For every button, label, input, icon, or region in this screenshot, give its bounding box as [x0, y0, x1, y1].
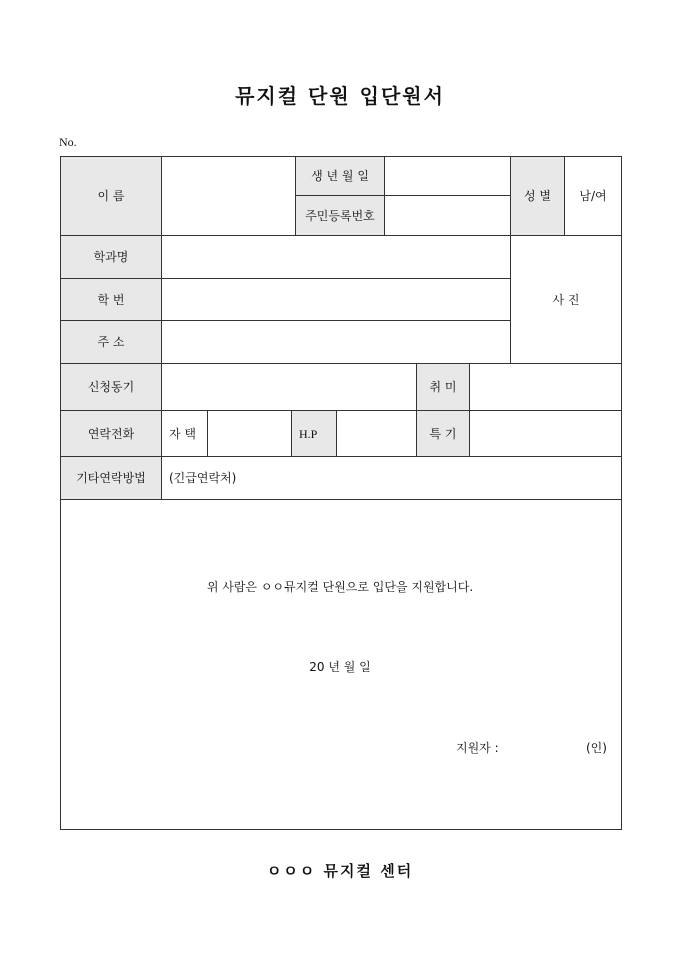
other-contact-label: 기타연락방법: [60, 456, 162, 500]
document-number-label: No.: [59, 135, 77, 149]
motivation-label: 신청동기: [60, 363, 162, 411]
seal-label: (인): [586, 741, 607, 755]
birth-date-label: 생 년 월 일: [295, 156, 385, 196]
other-contact-field[interactable]: (긴급연락처): [161, 456, 622, 500]
mobile-phone-field[interactable]: [336, 410, 417, 457]
document-title: 뮤지컬 단원 입단원서: [235, 84, 445, 108]
statement-text: 위 사람은 ㅇㅇ뮤지컬 단원으로 입단을 지원합니다.: [206, 580, 474, 594]
applicant-label: 지원자 :: [456, 741, 499, 755]
gender-field[interactable]: 남/여: [564, 156, 622, 236]
photo-box[interactable]: 사 진: [510, 235, 622, 364]
hobby-label: 취 미: [416, 363, 470, 411]
home-phone-field[interactable]: [207, 410, 292, 457]
name-label: 이 름: [60, 156, 162, 236]
student-id-label: 학 번: [60, 278, 162, 321]
address-label: 주 소: [60, 320, 162, 364]
birth-date-field[interactable]: [384, 156, 511, 196]
resident-number-field[interactable]: [384, 195, 511, 236]
hobby-field[interactable]: [469, 363, 622, 411]
resident-number-label: 주민등록번호: [295, 195, 385, 236]
name-field[interactable]: [161, 156, 296, 236]
special-skill-label: 특 기: [416, 410, 470, 457]
phone-label: 연락전화: [60, 410, 162, 457]
department-label: 학과명: [60, 235, 162, 279]
date-line: 20 년 월 일: [309, 660, 371, 674]
home-phone-label: 자 택: [161, 410, 208, 457]
gender-label: 성 별: [510, 156, 565, 236]
organization-name: ㅇㅇㅇ 뮤지컬 센터: [266, 862, 414, 880]
department-field[interactable]: [161, 235, 511, 279]
special-skill-field[interactable]: [469, 410, 622, 457]
mobile-phone-label: H.P: [291, 410, 337, 457]
motivation-field[interactable]: [161, 363, 417, 411]
student-id-field[interactable]: [161, 278, 511, 321]
address-field[interactable]: [161, 320, 511, 364]
